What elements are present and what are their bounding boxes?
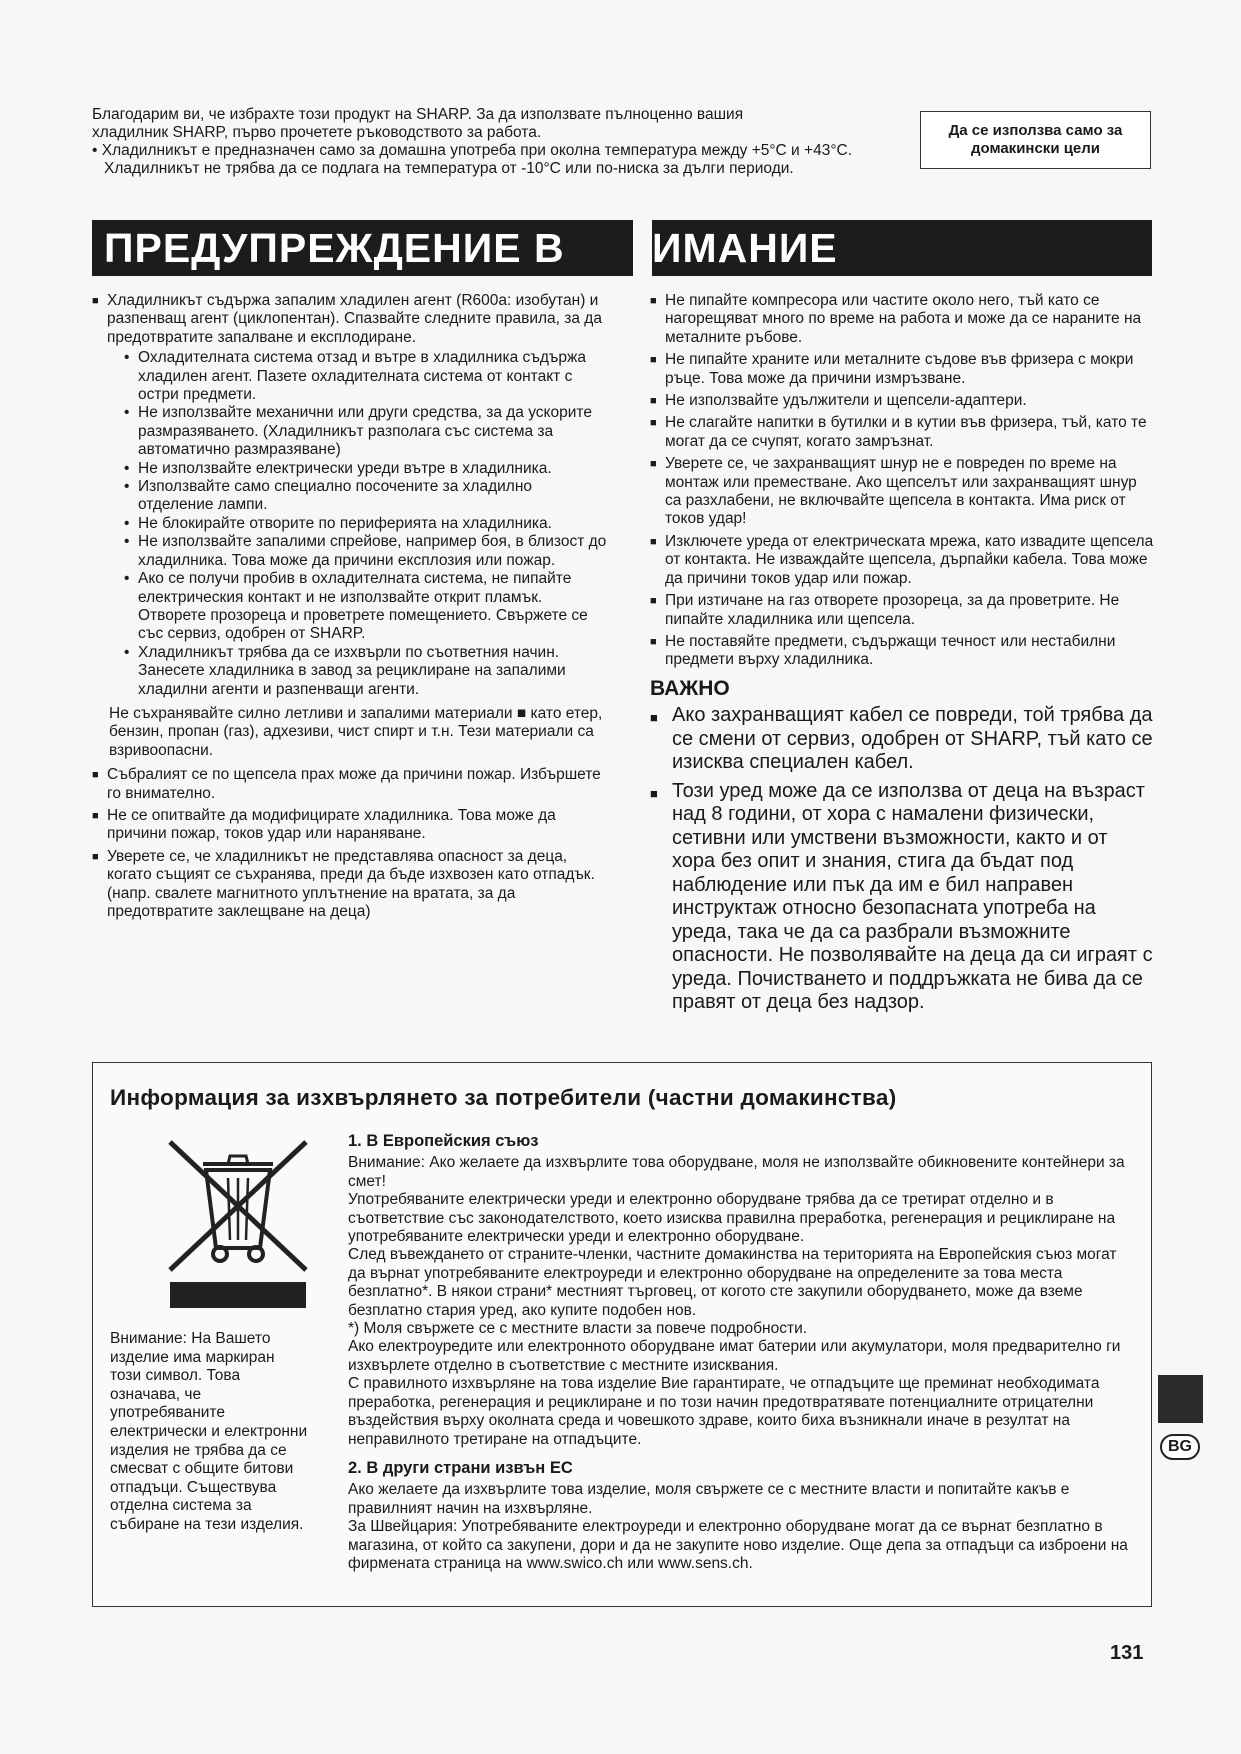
eu-paragraph: Употребяваните електрически уреди и електронно оборудване трябва да се третират отделно и в съответствие със законодателството, което изисква правилна преработка, регенерация и рециклиране на употребяваните електрически уреди и електронно оборудване. [348,1191,1116,1246]
attention-item: ■ Изключете уреда от електрическата мрежа, като извадите щепсела от контакта. Не изваждайте щепсела, дърпайки кабела. Това може да причини токов удар или пожар. [650,533,1155,588]
attention-item: ■ При изтичане на газ отворете прозореца, за да проветрите. Не пипайте хладилника или щепсела. [650,592,1155,629]
sub-item: • Не използвайте запалими спрейове, например боя, в близост до хладилника. Това може да причини експлозия или пожар. [124,533,610,570]
important-item: ■ Ако захранващият кабел се повреди, той трябва да се смени от сервиз, одобрен от SHARP, тъй като се изисква специален кабел. [650,704,1155,775]
disposal-details [348,1132,1128,1573]
intro-text [92,106,892,178]
intro-line-2: хладилник SHARP, първо прочетете ръководството за работа. [92,124,542,141]
important-heading: ВАЖНО [650,676,730,700]
attention-item: ■ Не слагайте напитки в бутилки и в кутии във фризера, тъй, като те могат да се счупят, когато замръзнат. [650,414,1155,451]
eu-paragraph: С правилното изхвърляне на това изделие Вие гарантирате, че отпадъците ще преминат необходимата преработка, регенерация и рециклиране и по този начин предотвратявате потенциалните отрицателни въздействия върху околната среда и човешкото здраве, които биха възникнали иначе в резултат на неправилното третиране на отпадъците. [348,1375,1100,1448]
important-section [650,704,1155,1015]
warning-banner: ПРЕДУПРЕЖДЕНИЕ В [92,220,633,276]
left-column [92,292,610,925]
warning-item: ■ Не се опитвайте да модифицирате хладилника. Това може да причини пожар, токов удар или нараняване. [92,807,610,844]
domestic-use-line-2: домакински цели [970,140,1101,157]
language-tab-marker [1158,1375,1203,1423]
volatile-materials-note: Не съхранявайте силно летливи и запалими материали ■ като етер, бензин, пропан (газ), адхезиви, чист спирт и т.н. Тези материали са взривоопасни. [109,704,603,759]
domestic-use-line-1: Да се използва само за [948,122,1123,139]
eu-paragraph: *) Моля свържете се с местните власти за повече подробности. [348,1320,808,1338]
sub-item: • Хладилникът трябва да се изхвърли по съответния начин. Занесете хладилника в завод за рециклиране на запалими хладилни агенти и разпенващи агенти. [124,644,610,699]
warning-item: ■ Уверете се, че хладилникът не представлява опасност за деца, когато същият се съхранява, преди да бъде изхвозен като отпадък. (напр. свалете магнитното уплътнение на вратата, за да предотвратите заклещване на деца) [92,848,610,922]
eu-paragraph: Внимание: Ако желаете да изхвърлите това оборудване, моля не използвайте обикновените контейнери за смет! [348,1154,1125,1190]
sub-item: • Не блокирайте отворите по периферията на хладилника. [124,515,610,533]
attention-item: ■ Уверете се, че захранващият шнур не е повреден по време на монтаж или преместване. Ако щепселът или захранващият шнур са разхлабени, не включвайте щепсела в контакта. Има риск от токов удар! [650,455,1155,529]
non-eu-paragraph: За Швейцария: Употребяваните електроуреди и електронно оборудване могат да се върнат безплатно в магазина, от който са закупени, дори и да не закупите ново изделие. Още депа за отпадъци са изброени на фирмената страница на www.swico.ch или www.sens.ch. [348,1518,1128,1572]
crossed-bin-icon [158,1130,318,1310]
important-item: ■ Този уред може да се използва от деца на възраст над 8 години, от хора с намалени физически, сетивни или умствени възможности, както и от хора без опит и знания, стига да бъдат под наблюдение или пък да им е бил направен инструктаж относно безопасната употреба на уреда, така че да са разбрали възможните опасности. Не позволявайте на деца да си играят с уреда. Почистването и поддръжката не бива да се правят от деца без надзор. [650,780,1155,1015]
attention-item: ■ Не пипайте храните или металните съдове във фризера с мокри ръце. Това може да причини измръзване. [650,351,1155,388]
non-eu-paragraph: Ако желаете да изхвърлите това изделие, моля свържете се с местните власти и попитайте какъв е правилният начин на изхвърляне. [348,1481,1070,1517]
sub-item: • Ако се получи пробив в охладителната система, не пипайте електрическия контакт и не използвайте открит пламък. Отворете прозореца и проветрете помещението. Свържете се със сервиз, одобрен от SHARP. [124,570,610,644]
non-eu-section-title: 2. В други страни извън ЕС [348,1458,573,1477]
disposal-notice: Внимание: На Вашето изделие има маркиран този символ. Това означава, че употребяваните електрически и електронни изделия не трябва да се смесват с общите битови отпадъци. Съществува отделна система за събиране на тези изделия. [110,1330,308,1533]
warning-item: ■ Събралият се по щепсела прах може да причини пожар. Избършете го внимателно. [92,766,610,803]
right-column [650,292,1155,1020]
attention-item: ■ Не пипайте компресора или частите около него, тъй като се нагорещяват много по време на работа и може да се нараните на металните ръбове. [650,292,1155,347]
attention-banner: ИМАНИЕ [652,220,1152,276]
sub-item: • Охладителната система отзад и вътре в хладилника съдържа хладилен агент. Пазете охладителната система от контакт с остри предмети. [124,349,610,404]
warning-item-text: Хладилникът съдържа запалим хладилен агент (R600a: изобутан) и разпенващ агент (циклопентан). Спазвайте следните правила, за да предотвратите запалване и експлодиране. [107,292,602,346]
eu-paragraph: Ако електроуредите или електронното оборудване имат батерии или акумулатори, моля предварително ги изхвърлете отделно в съответствие с местните изисквания. [348,1338,1121,1374]
page-number: 131 [1110,1642,1144,1664]
language-badge: BG [1160,1434,1200,1460]
sub-item: • Не използвайте електрически уреди вътре в хладилника. [124,460,610,478]
attention-item: ■ Не поставяйте предмети, съдържащи течност или нестабилни предмети върху хладилника. [650,633,1155,670]
disposal-info-title: Информация за изхвърлянето за потребители (частни домакинства) [110,1085,897,1110]
attention-item: ■ Не използвайте удължители и щепсели-адаптери. [650,392,1155,410]
sub-item: • Не използвайте механични или други средства, за да ускорите размразяването. (Хладилникът разполага със система за автоматично размразяване) [124,404,610,459]
sub-item: • Използвайте само специално посочените за хладилно отделение лампи. [124,478,610,515]
warning-item [92,292,610,699]
intro-line-1: Благодарим ви, че избрахте този продукт на SHARP. За да използвате пълноценно вашия [92,106,744,123]
intro-bullet: • Хладилникът е предназначен само за домашна употреба при околна температура между +5°C и +43°C. Хладилникът не трябва да се подлага на температура от -10°C или по-ниска за дълги периоди. [92,142,853,177]
domestic-use-box [920,111,1151,169]
eu-paragraph: След въвеждането от страните-членки, частните домакинства на територията на Европейския съюз могат да върнат употребяваните електроуреди и електронно оборудване на определените за това места безплатно*. В някои страни* местният търговец, от когото сте закупили оборудването, може да вземе безплатно стария уред, ако купите подобен нов. [348,1246,1117,1319]
eu-section-title: 1. В Европейския съюз [348,1132,539,1150]
